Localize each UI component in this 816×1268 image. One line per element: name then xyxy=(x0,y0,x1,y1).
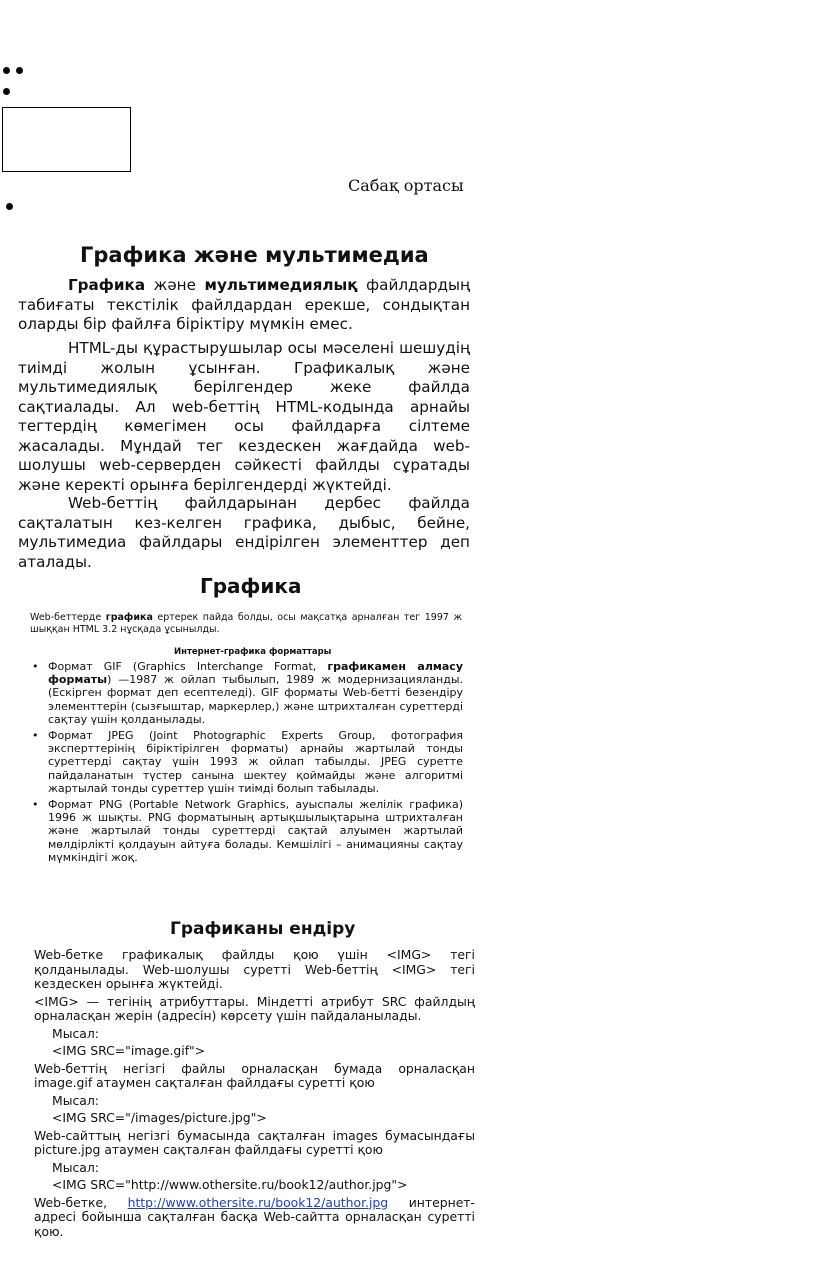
bullet-dot xyxy=(16,67,23,74)
formats-list xyxy=(30,660,463,867)
text: Web-бетке, xyxy=(34,1194,128,1210)
intro-paragraph-2 xyxy=(18,339,470,495)
bullet-dot xyxy=(3,88,10,95)
list-item-gif xyxy=(30,660,463,726)
text: және xyxy=(145,276,205,294)
code-example: <IMG SRC="/images/picture.jpg"> xyxy=(52,1110,267,1125)
empty-frame xyxy=(2,107,131,172)
term-multimedia: мультимедиялық xyxy=(204,276,358,294)
embed-paragraph-2: <IMG> — тегінің атрибуттары. Міндетті атрибут SRC файлдың орналасқан жерін (адресін) көрсету үшін пайдаланылады. xyxy=(34,993,475,1023)
example-label: Мысал: xyxy=(52,1025,99,1041)
term-graphics: графика xyxy=(105,612,153,623)
embed-paragraph-1: Web-бетке графикалық файлды қою үшін <IMG> тегі қолданылады. Web-шолушы суретті Web-беттің <IMG> тегі кездескен орынға жүктейді. xyxy=(34,947,475,991)
text: файлдардың табиғаты текстілік файлдардан ерекше, сондықтан оларды бір файлға біріктіру мүмкін емес. xyxy=(18,276,470,333)
bullet-dot xyxy=(6,203,13,210)
list-item-png: • Формат PNG (Portable Network Graphics, ауыспалы желілік графика) 1996 ж шықты. PNG форматының артықшылықтарына штрихталған және жартылай тонды суреттерді сақтай алуымен жартылай мөлдірлікті қолдауын айтуға болады. Кемшілігі – анимацияны сақтау мүмкіндігі жоқ. xyxy=(30,798,463,864)
text: ертерек пайда болды, осы мақсатқа арналған тег 1997 ж шыққан HTML 3.2 нұсқада ұсынылды. xyxy=(30,612,463,635)
code-example: <IMG SRC="image.gif"> xyxy=(52,1043,206,1058)
text: Формат GIF (Graphics Interchange Format, xyxy=(48,660,328,673)
text: HTML-ды құрастырушылар осы мәселені шешудің тиімді жолын ұсынған. Графикалық және мультимедиялық берілгендер жеке файлда сақтиалады. Ал web-беттің HTML-кодында арнайы тегтердің көмегімен осы файлдарға сілтеме жасалады. Мұндай тег кездескен жағдайда web-шолушы web-серверден сәйкесті файлды сұратады және керекті орынға берілгендерді жүктейді. xyxy=(18,339,470,494)
term-graphics: Графика xyxy=(68,276,146,294)
code-example: <IMG SRC="http://www.othersite.ru/book12/author.jpg"> xyxy=(52,1177,408,1192)
bullet-dot xyxy=(3,67,10,74)
text: Web-беттің файлдарынан дербес файлда сақталатын кез-келген графика, дыбыс, бейне, мультимедиа файлдары ендірілген элементтер деп аталады. xyxy=(18,494,470,571)
lesson-stage-label: Сабақ ортасы xyxy=(348,176,464,195)
example-label: Мысал: xyxy=(52,1092,99,1108)
section-title-graphics: Графика xyxy=(200,574,302,598)
example-label: Мысал: xyxy=(52,1159,99,1175)
section-title-embedding: Графиканы ендіру xyxy=(170,919,356,939)
embed-paragraph-4: Web-сайттың негізгі бумасында сақталған images бумасындағы picture.jpg атаумен сақталған файлдағы суретті қою xyxy=(34,1127,475,1157)
section-title-graphics-multimedia: Графика және мультимедиа xyxy=(80,243,429,267)
text: ) —1987 ж ойлап тыбылып, 1989 ж модернизацияланды. (Ескірген формат деп есептеледі). GIF форматы Web-бетті безендіру элементтерін (сызғыштар, маркерлер,) және штрихталған суреттерді сақтау үшін қолданылады. xyxy=(48,673,463,726)
term-exchange-format: графикамен алмасу форматы xyxy=(48,660,463,687)
embed-paragraph-3: Web-беттің негізгі файлы орналасқан бумада орналасқан image.gif атаумен сақталған файлдағы суретті қою xyxy=(34,1060,475,1090)
text: Web-беттерде xyxy=(30,612,106,623)
text: интернет-адресі бойынша сақталған басқа Web-сайтта орналасқан суретті қою. xyxy=(34,1194,476,1239)
embedding-body xyxy=(34,948,475,1242)
intro-paragraph-3 xyxy=(18,494,470,572)
embed-paragraph-5 xyxy=(34,1196,475,1240)
graphics-intro xyxy=(30,612,462,635)
list-item-jpeg: • Формат JPEG (Joint Photographic Experts Group, фотография эксперттерінің біріктірілген форматы) арнайы жартылай тонды суреттерді сақтау үшін 1993 ж ойлап табылды. JPEG суретте пайдаланатын түстер санына шектеу қоймайды және алгоритмі жартылай тонды суреттер үшін тиімді болып табылады. xyxy=(30,729,463,795)
formats-heading: Интернет-графика форматтары xyxy=(174,647,332,657)
image-url-link[interactable]: http://www.othersite.ru/book12/author.jpg xyxy=(127,1194,389,1210)
intro-paragraph-1 xyxy=(18,276,470,335)
